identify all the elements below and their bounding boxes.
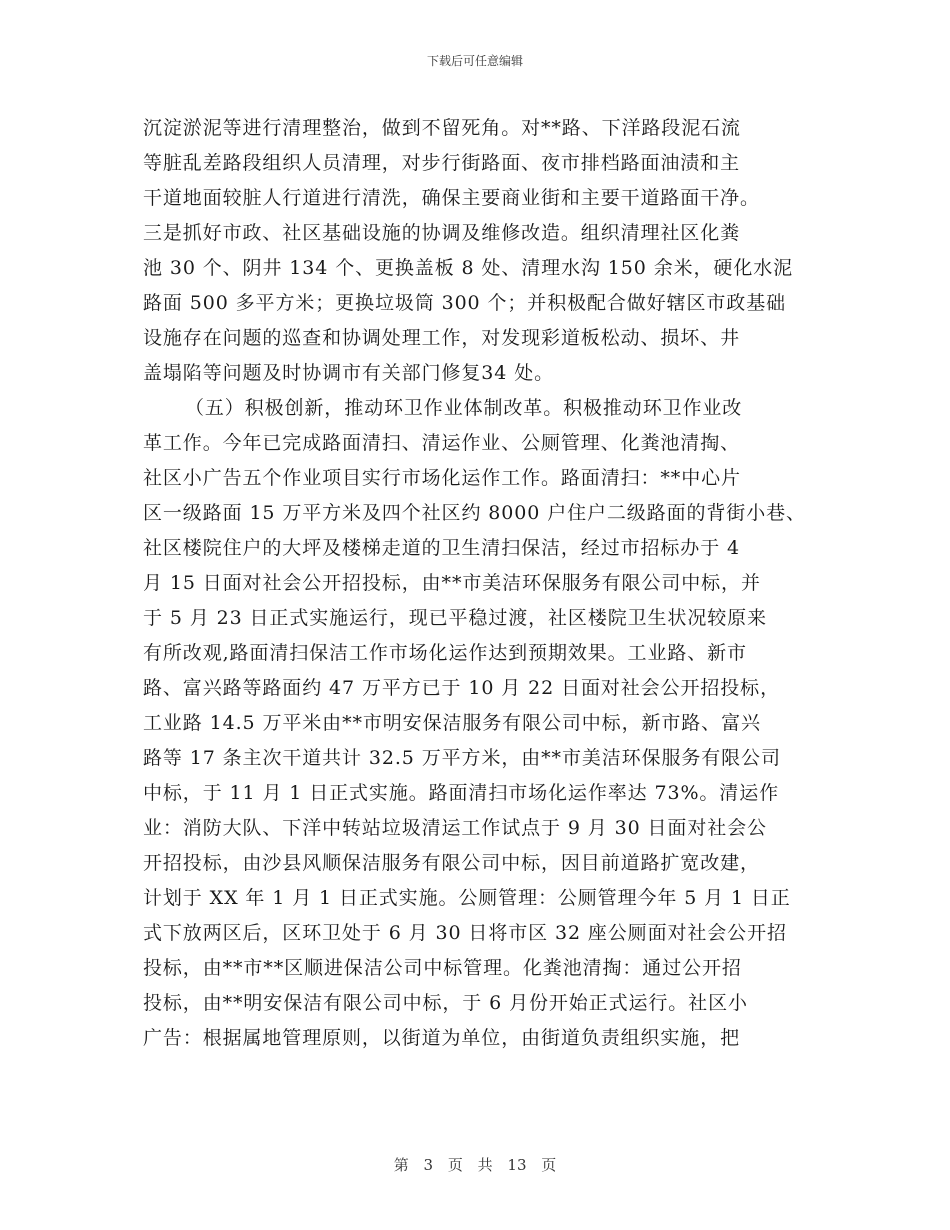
text-line: 等脏乱差路段组织人员清理，对步行街路面、夜市排档路面油渍和主	[143, 152, 741, 174]
page-suffix: 页	[541, 1156, 557, 1174]
text-line: 路面 500 多平方米；更换垃圾筒 300 个；并积极配合做好辖区市政基础	[143, 292, 786, 314]
text-line: 工业路 14.5 万平米由**市明安保洁服务有限公司中标，新市路、富兴	[143, 712, 761, 734]
text-line: 投标，由**市**区顺进保洁公司中标管理。化粪池清掏：通过公开招	[143, 957, 742, 979]
text-line: 计划于 XX 年 1 月 1 日正式实施。公厕管理：公厕管理今年 5 月 1 日正	[143, 887, 791, 909]
text-line: 三是抓好市政、社区基础设施的协调及维修改造。组织清理社区化粪	[143, 222, 741, 244]
page-header	[0, 52, 950, 69]
text-line: 业：消防大队、下洋中转站垃圾清运工作试点于 9 月 30 日面对社会公	[143, 817, 767, 839]
text-line: 月 15 日面对社会公开招投标，由**市美洁环保服务有限公司中标，并	[143, 572, 761, 594]
current-page-number: 3	[423, 1156, 434, 1174]
text-line: 革工作。今年已完成路面清扫、清运作业、公厕管理、化粪池清掏、	[143, 432, 741, 454]
text-line: 投标，由**明安保洁有限公司中标，于 6 月份开始正式运行。社区小	[143, 992, 748, 1014]
text-line: 干道地面较脏人行道进行清洗，确保主要商业街和主要干道路面干净。	[143, 187, 760, 209]
text-line: 路等 17 条主次干道共计 32.5 万平方米，由**市美洁环保服务有限公司	[143, 747, 781, 769]
text-line: 池 30 个、阴井 134 个、更换盖板 8 处、清理水沟 150 余米，硬化水泥	[143, 257, 794, 279]
page-prefix: 第	[393, 1156, 409, 1174]
text-line: 广告：根据属地管理原则，以街道为单位，由街道负责组织实施，把	[143, 1027, 741, 1049]
text-line: 有所改观,路面清扫保洁工作市场化运作达到预期效果。工业路、新市	[143, 642, 747, 664]
total-prefix: 共	[477, 1156, 493, 1174]
text-line: 盖塌陷等问题及时协调市有关部门修复34 处。	[143, 362, 555, 384]
text-line: 路、富兴路等路面约 47 万平方已于 10 月 22 日面对社会公开招投标，	[143, 677, 780, 699]
text-line: 沉淀淤泥等进行清理整治，做到不留死角。对**路、下洋路段泥石流	[143, 117, 741, 139]
page-mid: 页	[447, 1156, 463, 1174]
text-line: 于 5 月 23 日正式实施运行，现已平稳过渡，社区楼院卫生状况较原来	[143, 607, 767, 629]
page-footer	[0, 1154, 950, 1175]
text-line: 开招投标，由沙县风顺保洁服务有限公司中标，因目前道路扩宽改建，	[143, 852, 760, 874]
text-line: 中标，于 11 月 1 日正式实施。路面清扫市场化运作率达 73%。清运作	[143, 782, 779, 804]
text-line: 式下放两区后，区环卫处于 6 月 30 日将市区 32 座公厕面对社会公开招	[143, 922, 787, 944]
text-line: 区一级路面 15 万平方米及四个社区约 8000 户住户二级路面的背街小巷、	[143, 502, 806, 524]
header-note: 下载后可任意编辑	[426, 54, 523, 68]
text-line: 社区楼院住户的大坪及楼梯走道的卫生清扫保洁，经过市招标办于 4	[143, 537, 741, 559]
paragraph-first-line: （五）积极创新，推动环卫作业体制改革。积极推动环卫作业改	[185, 397, 743, 419]
text-line: 社区小广告五个作业项目实行市场化运作工作。路面清扫：**中心片	[143, 467, 741, 489]
total-page-count: 13	[507, 1156, 527, 1174]
text-line: 设施存在问题的巡查和协调处理工作，对发现彩道板松动、损坏、井	[143, 327, 741, 349]
